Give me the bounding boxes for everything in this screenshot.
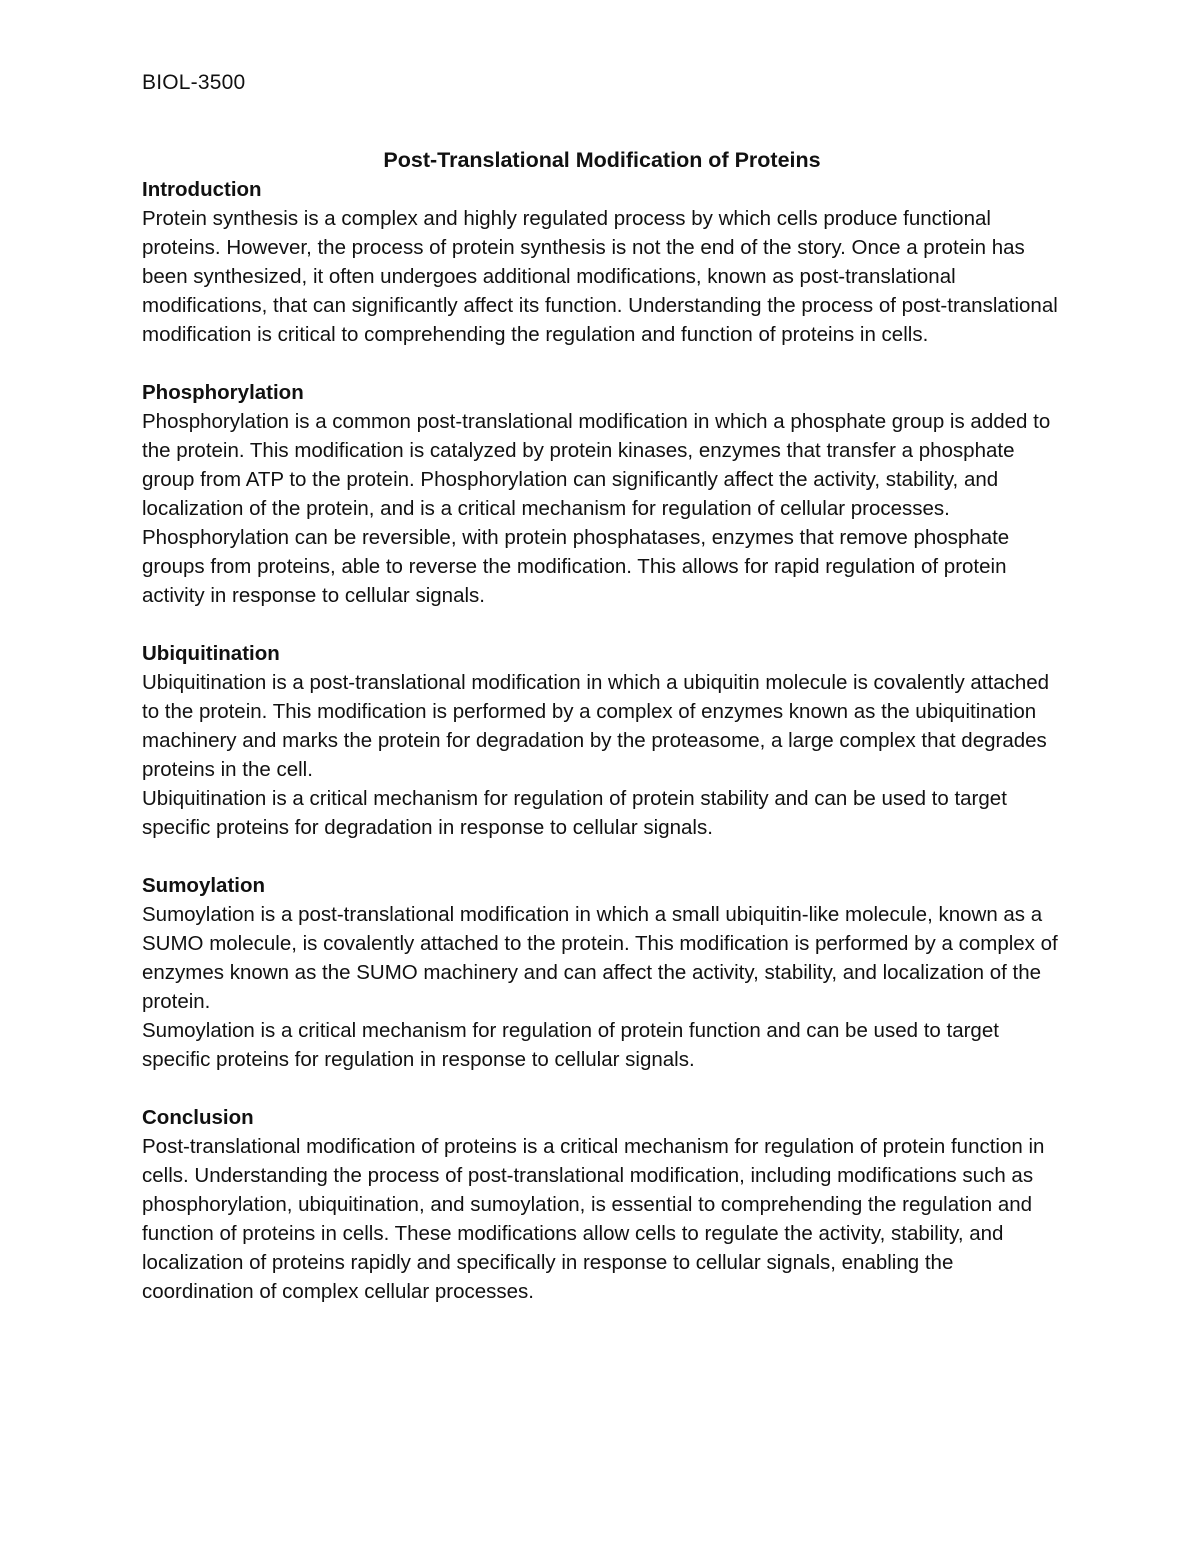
- section-paragraph: Phosphorylation can be reversible, with protein phosphatases, enzymes that remove phosphate groups from proteins, able to reverse the modification. This allows for rapid regulation of protein activity in response to cellular signals.: [142, 526, 1010, 607]
- section-paragraph: Sumoylation is a critical mechanism for regulation of protein function and can be used to target specific proteins for regulation in response to cellular signals.: [142, 1019, 999, 1071]
- section-heading: Phosphorylation: [142, 381, 304, 404]
- document-title: Post-Translational Modification of Proteins: [383, 148, 821, 172]
- section-heading: Conclusion: [142, 1106, 254, 1129]
- section-paragraph: Phosphorylation is a common post-translational modification in which a phosphate group is added to the protein. This modification is catalyzed by protein kinases, enzymes that transfer a phosphate group from ATP to the protein. Phosphorylation can significantly affect the activity, stability, and localization of the protein, and is a critical mechanism for regulation of cellular processes.: [142, 410, 1051, 520]
- section-conclusion: [142, 1103, 1062, 1306]
- section-paragraph: Ubiquitination is a critical mechanism for regulation of protein stability and can be used to target specific proteins for degradation in response to cellular signals.: [142, 787, 1007, 839]
- section-phosphorylation: [142, 378, 1062, 610]
- section-paragraph: Post-translational modification of proteins is a critical mechanism for regulation of protein function in cells. Understanding the process of post-translational modification, including modifications such as phosphorylation, ubiquitination, and sumoylation, is essential to comprehending the regulation and function of proteins in cells. These modifications allow cells to regulate the activity, stability, and localization of proteins rapidly and specifically in response to cellular signals, enabling the coordination of complex cellular processes.: [142, 1135, 1045, 1303]
- section-heading: Ubiquitination: [142, 642, 280, 665]
- section-paragraph: Ubiquitination is a post-translational modification in which a ubiquitin molecule is covalently attached to the protein. This modification is performed by a complex of enzymes known as the ubiquitination machinery and marks the protein for degradation by the proteasome, a large complex that degrades proteins in the cell.: [142, 671, 1050, 781]
- course-code-header: BIOL-3500: [142, 71, 246, 94]
- section-introduction: [142, 175, 1062, 349]
- section-ubiquitination: [142, 639, 1062, 842]
- section-paragraph: Protein synthesis is a complex and highly regulated process by which cells produce functional proteins. However, the process of protein synthesis is not the end of the story. Once a protein has been synthesized, it often undergoes additional modifications, known as post-translational modifications, that can significantly affect its function. Understanding the process of post-translational modification is critical to comprehending the regulation and function of proteins in cells.: [142, 207, 1058, 346]
- section-heading: Introduction: [142, 178, 262, 201]
- section-sumoylation: [142, 871, 1062, 1074]
- section-paragraph: Sumoylation is a post-translational modification in which a small ubiquitin-like molecule, known as a SUMO molecule, is covalently attached to the protein. This modification is performed by a complex of enzymes known as the SUMO machinery and can affect the activity, stability, and localization of the protein.: [142, 903, 1058, 1013]
- section-heading: Sumoylation: [142, 874, 266, 897]
- document-body: [142, 145, 1062, 1335]
